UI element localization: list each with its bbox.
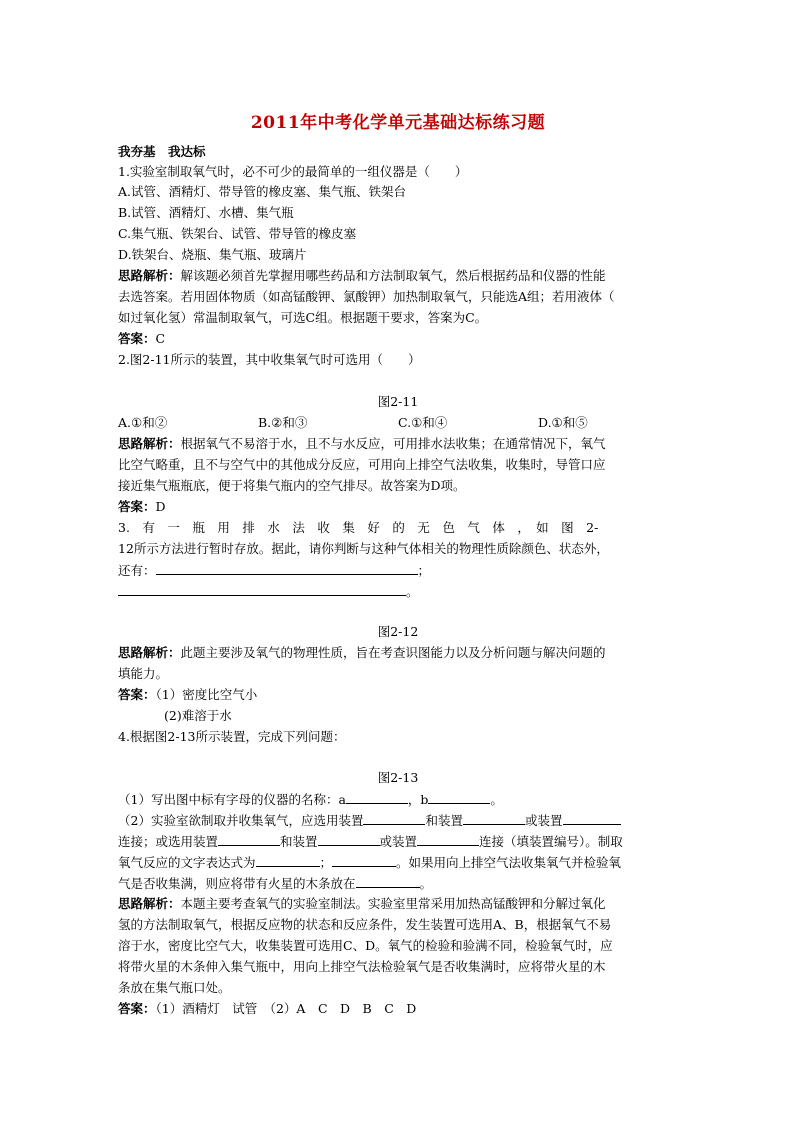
q4-answer bbox=[118, 999, 678, 1019]
q1-option-b: B.试管、酒精灯、水槽、集气瓶 bbox=[118, 205, 294, 220]
q4-blank-equation-1[interactable] bbox=[256, 852, 320, 867]
document-title: 2011年中考化学单元基础达标练习题 bbox=[250, 113, 546, 133]
q2-option-d: D.①和⑤ bbox=[538, 415, 588, 430]
q4-blank-a[interactable] bbox=[346, 789, 408, 804]
q4-part2-h: 氧气反应的文字表达式为 bbox=[118, 855, 256, 870]
q4-blank-device-5[interactable] bbox=[318, 831, 380, 846]
q1-analysis-text: 解该题必须首先掌握用哪些药品和方法制取氧气，然后根据药品和仪器的性能 bbox=[180, 268, 606, 283]
q4-part2-a: （2）实验室欲制取并收集氧气，应选用装置 bbox=[118, 813, 364, 828]
q4-answer-label: 答案： bbox=[118, 1001, 156, 1016]
q4-part2-b: 和装置 bbox=[425, 813, 463, 828]
q4-analysis-line-2: 氢的方法制取氧气，根据反应物的状态和反应条件，发生装置可选用A、B，根据氧气不易 bbox=[118, 917, 612, 932]
q1-analysis-line-3: 如过氧化氢）常温制取氧气，可选C组。根据题干要求，答案为C。 bbox=[118, 310, 488, 325]
q3-answer-label: 答案： bbox=[118, 687, 156, 702]
q3-analysis-line-2: 填能力。 bbox=[118, 666, 169, 681]
q4-analysis-line-4: 将带火星的木条伸入集气瓶中，用向上排空气法检验氧气是否收集满时，应将带火星的木 bbox=[118, 959, 606, 974]
q2-figure-caption: 图2-11 bbox=[377, 394, 419, 409]
q1-answer-label: 答案： bbox=[118, 331, 156, 346]
q4-blank-device-2[interactable] bbox=[463, 810, 525, 825]
q4-part2-line-3 bbox=[118, 852, 678, 873]
q4-analysis-label: 思路解析： bbox=[118, 896, 181, 911]
q4-answer-value: （1）酒精灯 试管 （2）A C D B C D bbox=[155, 1001, 417, 1016]
q3-figure-caption: 图2-12 bbox=[377, 624, 419, 639]
q4-analysis-line-1 bbox=[118, 894, 678, 914]
q2-answer bbox=[118, 497, 678, 517]
q2-option-b: B.②和③ bbox=[258, 415, 308, 430]
q2-answer-label: 答案： bbox=[118, 499, 156, 514]
q1-answer-value: C bbox=[155, 331, 166, 346]
q3-stem-prefix: 还有： bbox=[118, 563, 156, 578]
q4-analysis-line-3: 溶于水，密度比空气大，收集装置可选用C、D。氧气的检验和验满不同，检验氧气时，应 bbox=[118, 938, 613, 953]
q1-analysis-line-2: 去选答案。若用固体物质（如高锰酸钾、氯酸钾）加热制取氧气，只能选A组；若用液体（ bbox=[118, 289, 615, 304]
q4-blank-device-1[interactable] bbox=[363, 810, 425, 825]
q2-option-c: C.①和④ bbox=[398, 415, 448, 430]
q4-part1-end: 。 bbox=[490, 792, 503, 807]
q3-answer-2: (2)难溶于水 bbox=[164, 708, 232, 723]
q2-analysis-line-3: 接近集气瓶瓶底，便于将集气瓶内的空气排尽。故答案为D项。 bbox=[118, 478, 466, 493]
q2-analysis-line-2: 比空气略重，且不与空气中的其他成分反应，可用向上排空气法收集，收集时，导管口应 bbox=[118, 457, 606, 472]
q4-analysis-text: 本题主要考查氧气的实验室制法。实验室里常采用加热高锰酸钾和分解过氧化 bbox=[180, 896, 606, 911]
q4-part1-a: （1）写出图中标有字母的仪器的名称：a bbox=[118, 792, 346, 807]
q3-blank-2[interactable] bbox=[118, 581, 406, 596]
q4-part2-k: 气是否收集满，则应将带有火星的木条放在 bbox=[118, 876, 356, 891]
q4-blank-device-6[interactable] bbox=[417, 831, 479, 846]
q4-part2-line-1 bbox=[118, 810, 678, 831]
q3-end: 。 bbox=[406, 584, 419, 599]
q2-analysis-label: 思路解析： bbox=[118, 436, 181, 451]
q3-stem-line-1: 3. 有 一 瓶 用 排 水 法 收 集 好 的 无 色 气 体 ， 如 图 2- bbox=[118, 520, 599, 535]
q2-stem: 2.图2-11所示的装置，其中收集氧气时可选用（ ） bbox=[118, 352, 421, 367]
q4-part1-b: ，b bbox=[407, 792, 429, 807]
q3-stem-line-2: 12所示方法进行暂时存放。据此，请你判断与这种气体相关的物理性质除颜色、状态外， bbox=[118, 541, 609, 556]
q3-separator: ； bbox=[417, 563, 431, 578]
q1-option-a: A.试管、酒精灯、带导管的橡皮塞、集气瓶、铁架台 bbox=[118, 184, 407, 199]
q3-stem-line-3 bbox=[118, 560, 678, 581]
q1-option-c: C.集气瓶、铁架台、试管、带导管的橡皮塞 bbox=[118, 226, 357, 241]
q3-answer-line-1 bbox=[118, 685, 678, 705]
q4-part2-l: 。 bbox=[419, 876, 433, 891]
q4-blank-equation-2[interactable] bbox=[332, 852, 396, 867]
q3-stem-line-4 bbox=[118, 581, 678, 602]
q4-stem: 4.根据图2-13所示装置，完成下列问题： bbox=[118, 729, 346, 744]
q3-blank-1[interactable] bbox=[156, 560, 418, 575]
q4-analysis-line-5: 条放在集气瓶口处。 bbox=[118, 980, 231, 995]
q2-answer-value: D bbox=[155, 499, 166, 514]
q3-answer-1: （1）密度比空气小 bbox=[155, 687, 258, 702]
q2-analysis-line-1 bbox=[118, 434, 678, 454]
q4-part1 bbox=[118, 789, 678, 810]
q1-answer bbox=[118, 329, 678, 349]
q1-analysis-line-1 bbox=[118, 266, 678, 286]
q4-part2-c: 或装置 bbox=[524, 813, 563, 828]
q4-part2-d: 连接；或选用装置 bbox=[118, 834, 219, 849]
q4-part2-i: ； bbox=[319, 855, 333, 870]
q4-part2-f: 或装置 bbox=[379, 834, 418, 849]
q4-blank-b[interactable] bbox=[428, 789, 490, 804]
q4-part2-j: 。如果用向上排空气法收集氧气并检验氧 bbox=[396, 855, 622, 870]
q1-analysis-label: 思路解析： bbox=[118, 268, 181, 283]
q2-option-a: A.①和② bbox=[118, 415, 168, 430]
q1-option-d: D.铁架台、烧瓶、集气瓶、玻璃片 bbox=[118, 247, 307, 262]
q4-part2-g: 连接（填装置编号）。制取 bbox=[479, 834, 623, 849]
q2-analysis-text: 根据氧气不易溶于水，且不与水反应，可用排水法收集；在通常情况下，氧气 bbox=[180, 436, 606, 451]
q3-analysis-text: 此题主要涉及氧气的物理性质，旨在考查识图能力以及分析问题与解决问题的 bbox=[180, 645, 606, 660]
q4-figure-caption: 图2-13 bbox=[377, 770, 419, 785]
q4-part2-e: 和装置 bbox=[280, 834, 318, 849]
q3-analysis-label: 思路解析： bbox=[118, 645, 181, 660]
q1-stem: 1.实验室制取氧气时，必不可少的最简单的一组仪器是（ ） bbox=[118, 164, 468, 179]
q4-blank-position[interactable] bbox=[356, 873, 420, 888]
q3-analysis-line-1 bbox=[118, 643, 678, 663]
q4-part2-line-4 bbox=[118, 873, 678, 894]
q4-part2-line-2 bbox=[118, 831, 678, 852]
q4-blank-device-4[interactable] bbox=[218, 831, 280, 846]
q4-blank-device-3[interactable] bbox=[563, 810, 621, 825]
section-heading: 我夯基 我达标 bbox=[118, 144, 206, 159]
